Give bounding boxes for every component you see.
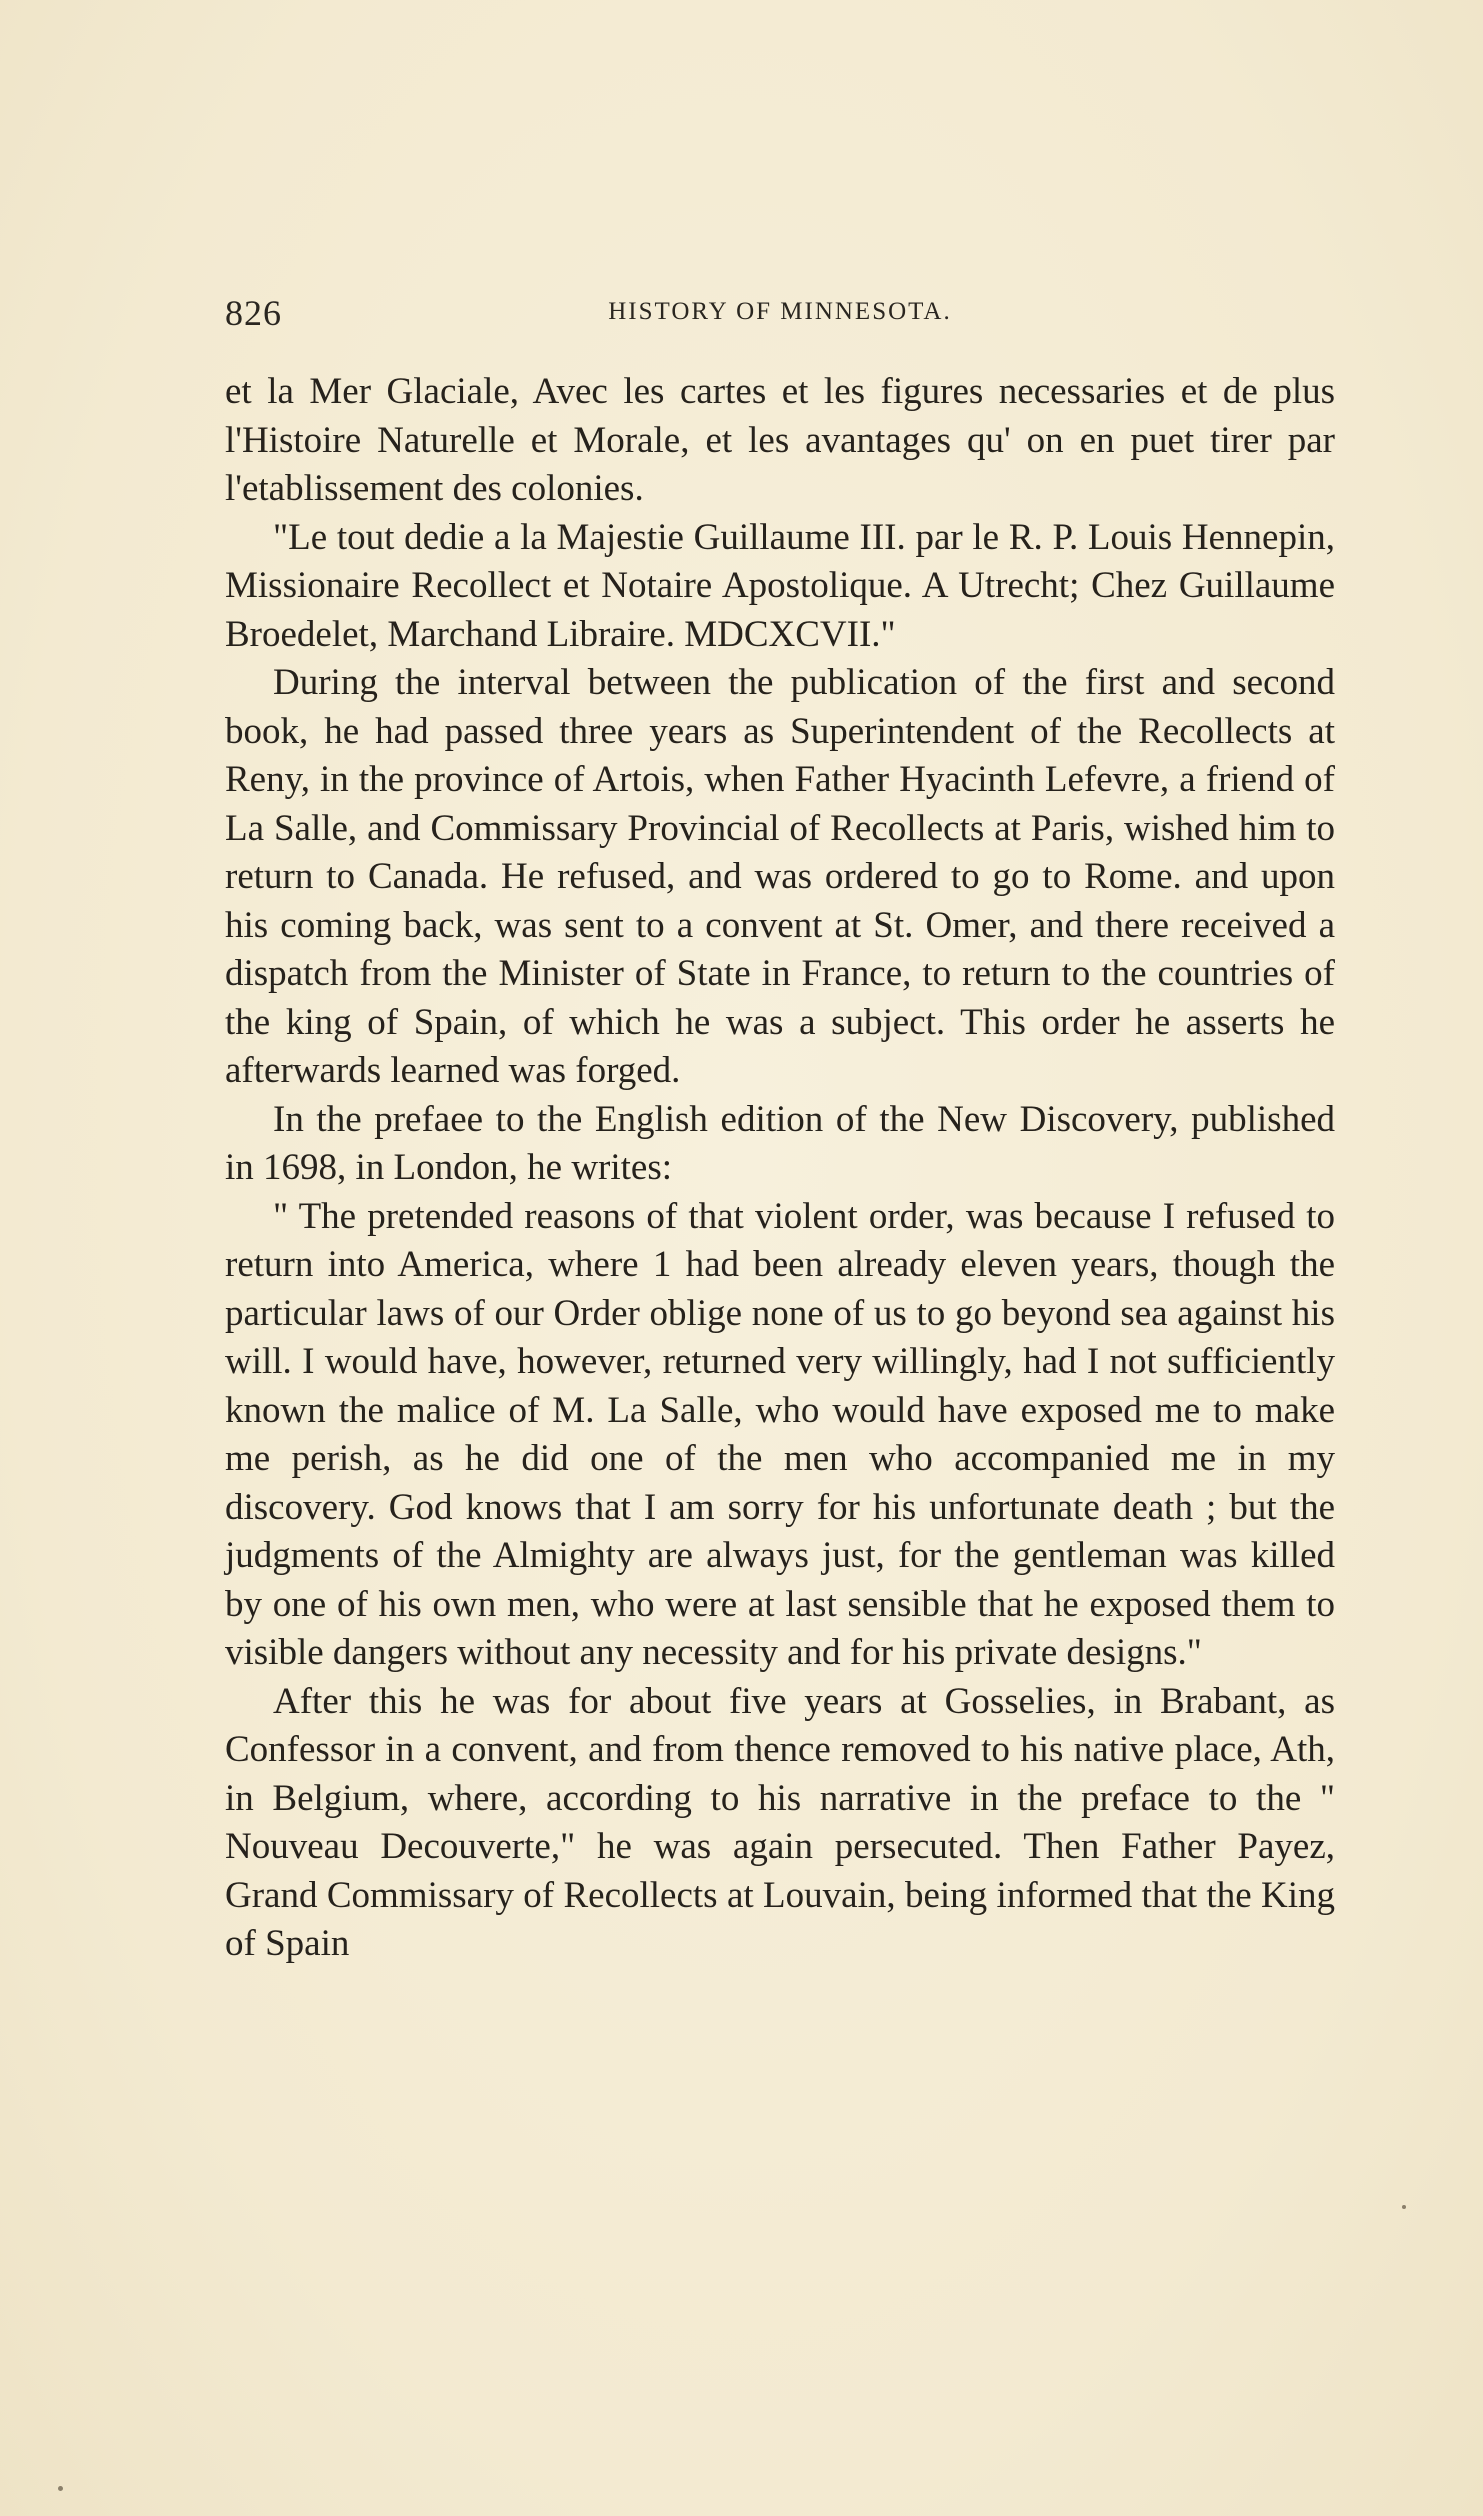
paper-speck xyxy=(1402,2205,1406,2209)
paragraph: After this he was for about five years at Gosselies, in Brabant, as Confessor in a convent, and from thence removed to his native place, Ath, in Belgium, where, according to his narrative in the preface to the " Nouveau Decouverte," he was again persecuted. Then Father Payez, Grand Commissary of Recollects at Louvain, being informed that the King of Spain xyxy=(225,1680,1335,1964)
paragraph: In the prefaee to the English edition of the New Discovery, published in 1698, in London, he writes: xyxy=(225,1098,1335,1188)
paragraph: et la Mer Glaciale, Avec les cartes et les figures necessaries et de plus l'Histoire Naturelle et Morale, et les avantages qu' on en puet tirer par l'etablissement des colonies. xyxy=(225,371,1335,509)
paragraph: " The pretended reasons of that violent order, was because I refused to return into America, where 1 had been already eleven years, though the particular laws of our Order oblige none of us to go beyond sea against his will. I would have, however, returned very willingly, had I not sufficiently known the malice of M. La Salle, who would have exposed me to make me perish, as he did one of the men who accompanied me in my discovery. God knows that I am sorry for his unfortunate death ; but the judgments of the Almighty are always just, for the gentleman was killed by one of his own men, who were at last sensible that he exposed them to visible dangers without any necessity and for his private designs." xyxy=(225,1195,1335,1673)
paper-speck xyxy=(58,2486,63,2491)
paragraph: "Le tout dedie a la Majestie Guillaume III. par le R. P. Louis Hennepin, Missionaire Recollect et Notaire Apostolique. A Utrecht; Chez Guillaume Broedelet, Marchand Libraire. MDCXCVII." xyxy=(225,516,1335,655)
page-number: 826 xyxy=(225,293,282,333)
running-title: HISTORY OF MINNESOTA. xyxy=(608,298,952,325)
body-text xyxy=(225,368,1335,1969)
page-header xyxy=(225,292,1335,342)
paragraph: During the interval between the publication of the first and second book, he had passed three years as Superintendent of the Recollects at Reny, in the province of Artois, when Father Hyacinth Lefevre, a friend of La Salle, and Commissary Provincial of Recollects at Paris, wished him to return to Canada. He refused, and was ordered to go to Rome. and upon his coming back, was sent to a convent at St. Omer, and there received a dispatch from the Minister of State in France, to return to the countries of the king of Spain, of which he was a subject. This order he asserts he afterwards learned was forged. xyxy=(225,662,1335,1091)
